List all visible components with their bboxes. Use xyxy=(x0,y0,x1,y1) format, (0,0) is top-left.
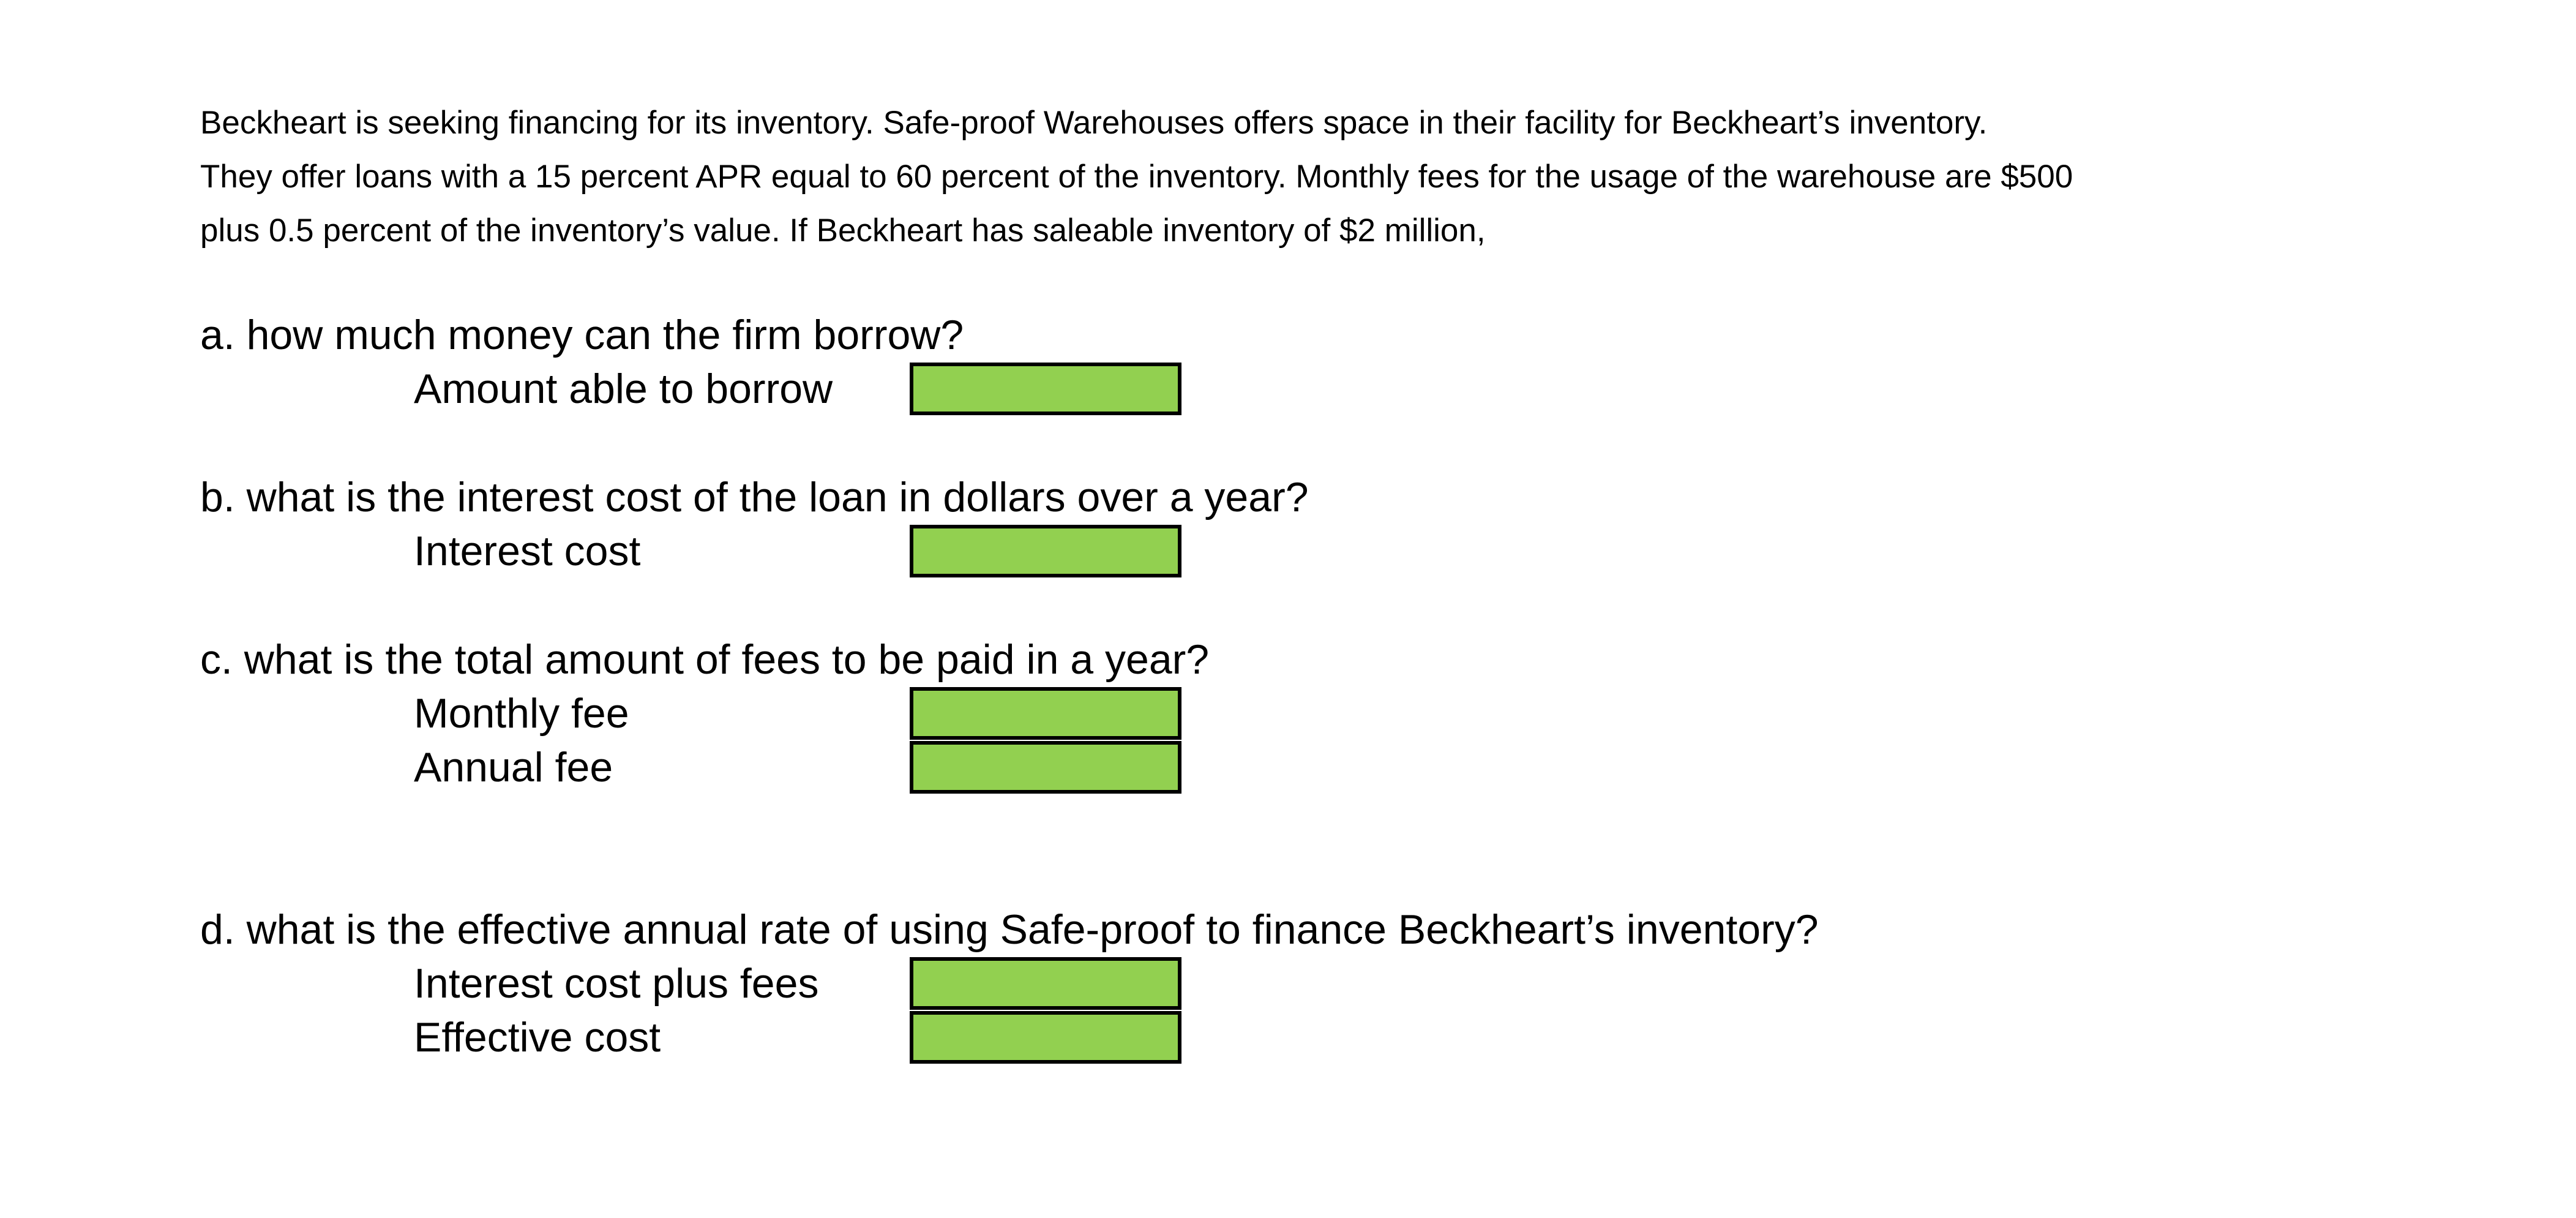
interest-cost-plus-fees-label: Interest cost plus fees xyxy=(414,960,819,1007)
effective-cost-label: Effective cost xyxy=(414,1014,661,1061)
interest-cost-input[interactable] xyxy=(910,525,1181,577)
monthly-fee-label: Monthly fee xyxy=(414,690,629,737)
problem-line-1: Beckheart is seeking financing for its inventory. Safe-proof Warehouses offers space in their facility for Beckheart’s inventory. xyxy=(200,105,1988,141)
annual-fee-input[interactable] xyxy=(910,741,1181,794)
problem-line-2: They offer loans with a 15 percent APR equal to 60 percent of the inventory. Monthly fees for the usage of the warehouse are $500 xyxy=(200,159,2073,195)
monthly-fee-input[interactable] xyxy=(910,687,1181,740)
question-d: d. what is the effective annual rate of using Safe-proof to finance Beckheart’s inventory? xyxy=(200,906,1819,953)
question-b: b. what is the interest cost of the loan in dollars over a year? xyxy=(200,474,1309,521)
amount-able-to-borrow-input[interactable] xyxy=(910,363,1181,415)
effective-cost-input[interactable] xyxy=(910,1011,1181,1064)
interest-cost-label: Interest cost xyxy=(414,528,641,574)
problem-statement xyxy=(200,96,2404,258)
amount-able-to-borrow-label: Amount able to borrow xyxy=(414,366,833,412)
question-a: a. how much money can the firm borrow? xyxy=(200,312,964,358)
interest-cost-plus-fees-input[interactable] xyxy=(910,957,1181,1010)
annual-fee-label: Annual fee xyxy=(414,744,613,791)
question-c: c. what is the total amount of fees to be paid in a year? xyxy=(200,636,1210,683)
problem-line-3: plus 0.5 percent of the inventory’s value. If Beckheart has saleable inventory of $2 million, xyxy=(200,212,1486,249)
